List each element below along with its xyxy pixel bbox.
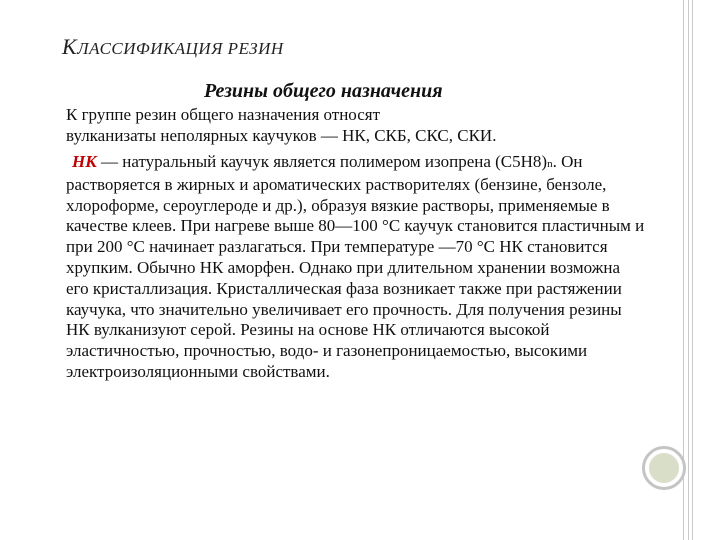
slide-title-initial: К: [62, 34, 78, 59]
body-main-text: . Он растворяется в жирных и ароматических растворителях (бензине, бензоле, хлороформе, сероуглероде и др.), образуя вязкие растворы, применяемые в качестве клеев. При нагреве выше 80—100 °С каучук становится пластичным и при 200 °С начинает разлагаться. При температуре —70 °С НК становится хрупким. Обычно НК аморфен. Однако при длительном хранении возможна его кристаллизация. Кристаллическая фаза возникает также при растяжении каучука, что значительно увеличивает его прочность. Для получения резины НК вулканизуют серой. Резины на основе НК отличаются высокой эластичностью, прочностью, водо- и газонепроницаемостью, высокими электроизоляционными свойствами.: [66, 152, 645, 381]
right-border-line: [688, 0, 689, 540]
term-nk: НК: [72, 152, 97, 171]
body-paragraph: [66, 152, 646, 383]
slide-title-rest: ЛАССИФИКАЦИЯ РЕЗИН: [77, 39, 284, 58]
intro-line-1: К группе резин общего назначения относят: [66, 105, 381, 124]
section-subtitle: Резины общего назначения: [204, 80, 443, 102]
intro-paragraph: [66, 104, 626, 146]
body-dash-text: — натуральный каучук является полимером изопрена: [96, 152, 491, 171]
formula-subscript: n: [547, 158, 553, 170]
formula: (C5H8): [495, 152, 548, 171]
slide-title: [62, 34, 284, 60]
right-border-line: [692, 0, 693, 540]
decorative-circle-icon: [642, 446, 686, 490]
intro-line-2: вулканизаты неполярных каучуков — НК, СКБ, СКС, СКИ.: [66, 126, 497, 145]
